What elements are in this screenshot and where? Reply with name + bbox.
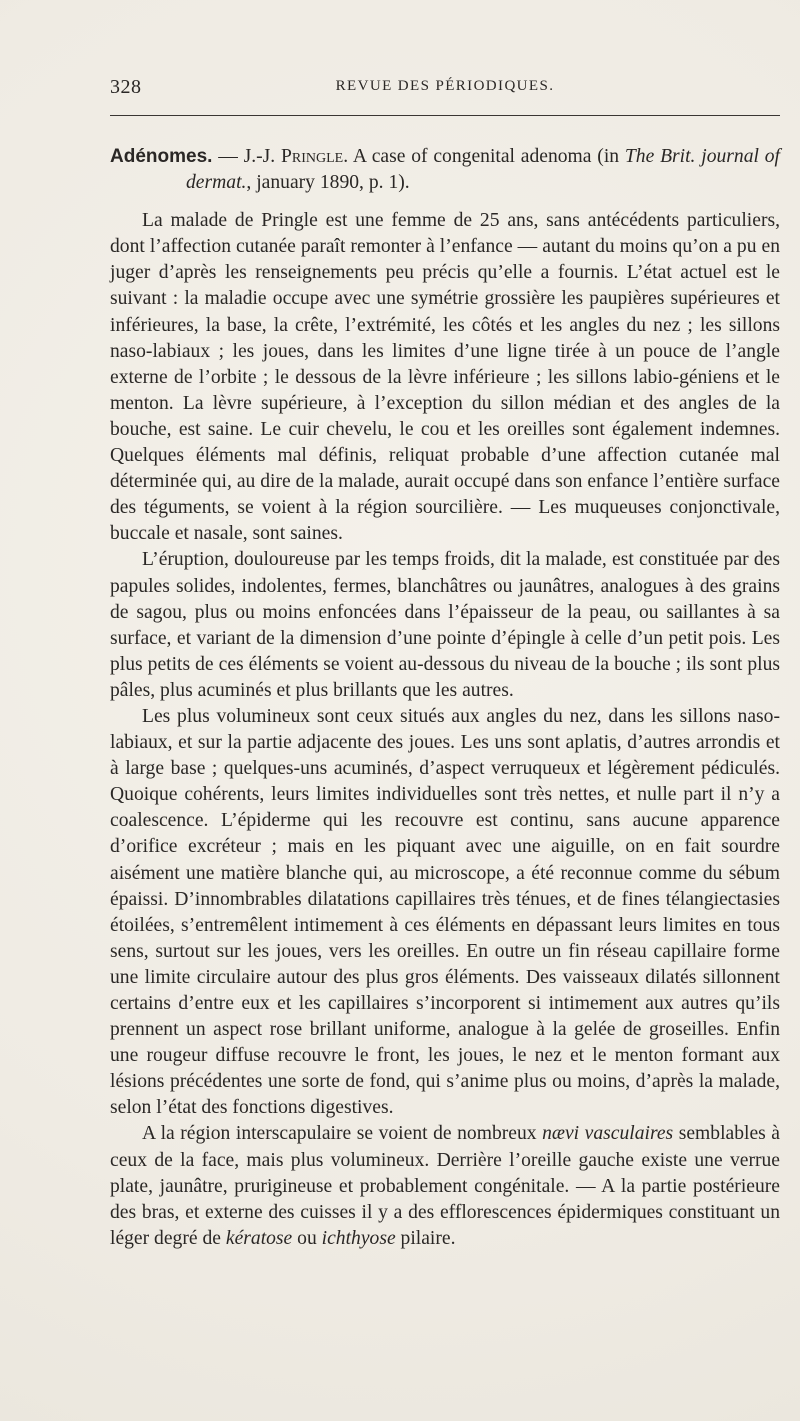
paragraph-3: Les plus volumineux sont ceux situés aux angles du nez, dans les sillons naso-labiaux, et sur la partie adjacente des joues. Les uns sont aplatis, d’autres arrondis et à large base ; quelques-uns acuminés, d’aspect verruqueux et légèrement pédiculés. Quoique cohérents, leurs limites individuelles sont très nettes, et nulle part il n’y a coalescence. L’épiderme qui les recouvre est continu, sans aucune apparence d’orifice excréteur ; mais en les piquant avec une aiguille, on en fait sourdre aisément une matière blanche qui, au microscope, a été reconnue comme du sébum épaissi. D’innombrables dilatations capillaires très ténues, et de fines télangiectasies étoilées, s’entremêlent intimement à ces éléments en dépassant leurs limites en tous sens, surtout sur les joues, vers les oreilles. En outre un fin réseau capillaire forme une limite circulaire autour des plus gros éléments. Des vaisseaux dilatés sillonnent certains d’entre eux et les capillaires s’incorporent si intimement aux autres qu’ils prennent un aspect rose brillant uniforme, analogue à la gelée de groseilles. Enfin une rougeur diffuse recouvre le front, les joues, le nez et le menton formant aux lésions précédentes une sorte de fond, qui s’anime plus ou moins, d’après la malade, selon l’état des fonctions digestives.	[110, 705, 780, 1119]
keratose: kératose	[225, 1227, 293, 1249]
paragraph-4-part-3: ou	[292, 1227, 322, 1249]
running-head: REVUE DES PÉRIODIQUES.	[335, 78, 555, 94]
title-text: . A case of congenital adenoma (in	[343, 146, 625, 167]
paragraph-4	[110, 1121, 780, 1251]
paragraph-1: La malade de Pringle est une femme de 25 ans, sans antécédents particuliers, dont l’affection cutanée paraît remonter à l’enfance — autant du moins qu’on a pu en juger d’après les renseignements peu précis qu’elle a fournis. L’état actuel est le suivant : la maladie occupe avec une symétrie grossière les paupières supérieures et inférieures, la base, la crête, l’extrémité, les côtés et les angles du nez ; les sillons naso-labiaux ; les joues, dans les limites d’une ligne tirée à un pouce de l’angle externe de l’orbite ; le dessous de la lèvre inférieure ; les sillons labio-géniens et le menton. La lèvre supérieure, à l’exception du sillon médian et des angles de la bouche, est saine. Le cuir chevelu, le cou et les oreilles sont également indemnes. Quelques éléments mal définis, reliquat probable d’une affection cutanée mal déterminée qui, au dire de la malade, aurait occupé dans son enfance l’entière surface des téguments, se voient à la région sourcilière. — Les muqueuses conjonctivale, buccale et nasale, sont saines.	[110, 210, 780, 545]
author-name: J.-J. Pringle	[243, 146, 344, 167]
ichthyose: ichthyose	[321, 1227, 396, 1249]
paragraph-4-part-1: A la région interscapulaire se voient de nombreux	[142, 1123, 543, 1145]
journal-name: The Brit. journal of dermat.	[186, 146, 780, 194]
article	[110, 144, 780, 1252]
paragraph-4-part-2: semblables à ceux de la face, mais plus volumineux. Derrière l’oreille gauche existe une verrue plate, jaunâtre, prurigineuse et probablement congénitale. — A la partie postérieure des bras, et externe des cuisses il y a des efflorescences épidermiques constituant un léger degré de	[110, 1123, 781, 1249]
paragraph-2: L’éruption, douloureuse par les temps froids, dit la malade, est constituée par des papules solides, indolentes, fermes, blanchâtres ou jaunâtres, analogues à des grains de sagou, plus ou moins enfoncées dans l’épaisseur de la peau, ou saillantes à sa surface, et variant de la dimension d’une pointe d’épingle à celle d’un petit pois. Les plus petits de ces éléments se voient au-dessous du niveau de la bouche ; ils sont plus pâles, plus acuminés et plus brillants que les autres.	[110, 549, 780, 701]
paragraph-4-part-4: pilaire.	[395, 1227, 456, 1249]
article-title	[110, 144, 780, 196]
title-tail: , january 1890, p. 1).	[246, 172, 410, 194]
title-dash: —	[212, 146, 244, 167]
header-rule	[110, 115, 780, 116]
page-number: 328	[110, 76, 142, 98]
naevi-vasculaires: nævi vasculaires	[542, 1123, 674, 1145]
page-header	[110, 76, 780, 98]
section-label: Adénomes.	[110, 146, 213, 167]
